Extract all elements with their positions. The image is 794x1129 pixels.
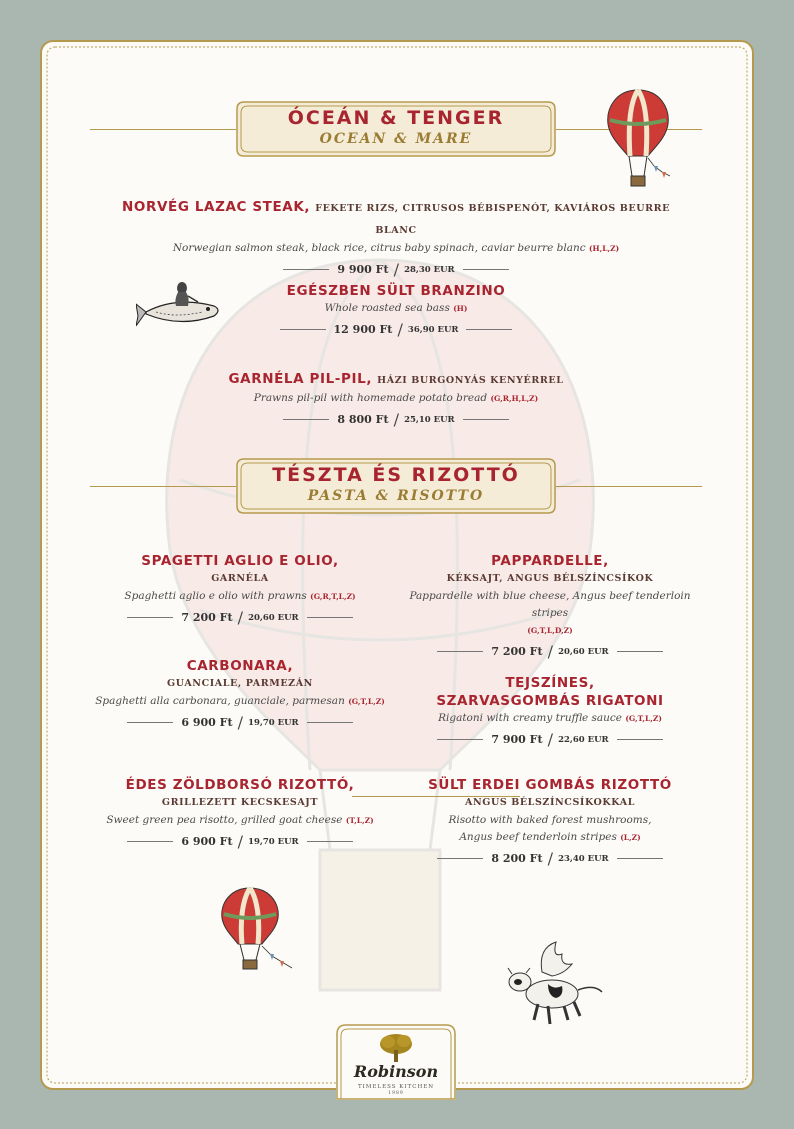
section-title: ÓCEÁN & TENGER	[287, 107, 505, 129]
item-price: 6 900 Ft	[181, 835, 233, 848]
item-allergens: (H)	[453, 304, 468, 313]
item-allergens: (G,R,H,L,Z)	[490, 394, 539, 403]
logo-name: Robinson	[353, 1062, 439, 1081]
item-name-line2: SZARVASGOMBÁS RIGATONI	[436, 693, 664, 709]
item-description: Risotto with baked forest mushrooms,	[448, 814, 652, 826]
section-title: TÉSZTA ÉS RIZOTTÓ	[272, 464, 520, 486]
header-rule-left	[90, 486, 236, 487]
section-subtitle: PASTA & RISOTTO	[307, 488, 485, 504]
header-rule-left	[90, 129, 236, 130]
restaurant-logo	[336, 1024, 456, 1100]
item-price-eur: 28,30 EUR	[404, 264, 455, 275]
item-allergens: (H,L,Z)	[589, 244, 620, 253]
item-description: Whole roasted sea bass	[324, 302, 450, 314]
item-price: 8 200 Ft	[491, 852, 543, 865]
item-allergens: (G,T,L,D,Z)	[527, 626, 573, 635]
hot-air-balloon-icon	[604, 86, 676, 204]
logo-tagline: TIMELESS KITCHEN	[357, 1084, 435, 1090]
item-subtitle: GUANCIALE, PARMEZÁN	[167, 678, 313, 689]
menu-item: PAPPARDELLE, KÉKSAJT, ANGUS BÉLSZÍNCSÍKOK Pappardelle with blue cheese, Angus beef tenderloin stripes (G,T,L,D,Z) 7 200 Ft / 20,60 EUR	[400, 552, 700, 661]
item-name: SPAGETTI AGLIO E OLIO,	[141, 553, 339, 569]
item-name: NORVÉG LAZAC STEAK,	[122, 199, 311, 215]
item-description: Spaghetti alla carbonara, guanciale, parmesan	[95, 695, 345, 707]
menu-item: SÜLT ERDEI GOMBÁS RIZOTTÓ ANGUS BÉLSZÍNCSÍKOKKAL Risotto with baked forest mushrooms, Angus beef tenderloin stripes (L,Z) 8 200 Ft / 23,40 EUR	[410, 776, 690, 868]
hot-air-balloon-icon	[216, 886, 296, 986]
item-subtitle: GARNÉLA	[211, 573, 269, 584]
item-price-eur: 36,90 EUR	[407, 324, 459, 335]
item-description: Rigatoni with creamy truffle sauce	[438, 712, 622, 724]
menu-item: EGÉSZBEN SÜLT BRANZINO Whole roasted sea bass (H) 12 900 Ft / 36,90 EUR	[160, 282, 632, 339]
menu-item: ÉDES ZÖLDBORSÓ RIZOTTÓ, GRILLEZETT KECSKESAJT Sweet green pea risotto, grilled goat cheese (T,L,Z) 6 900 Ft / 19,70 EUR	[100, 776, 380, 851]
item-description: Norwegian salmon steak, black rice, citrus baby spinach, caviar beurre blanc	[172, 242, 586, 254]
item-name: SÜLT ERDEI GOMBÁS RIZOTTÓ	[428, 777, 672, 793]
logo-year: 1989	[388, 1091, 404, 1096]
item-price: 7 900 Ft	[491, 733, 543, 746]
item-allergens: (G,T,L,Z)	[625, 714, 662, 723]
item-price-eur: 22,60 EUR	[558, 734, 609, 745]
item-subtitle: GRILLEZETT KECSKESAJT	[161, 797, 319, 808]
tree-logo-icon	[378, 1032, 414, 1064]
item-description: Spaghetti aglio e olio with prawns	[124, 590, 307, 602]
item-price: 9 900 Ft	[337, 263, 389, 276]
item-subtitle: KÉKSAJT, ANGUS BÉLSZÍNCSÍKOK	[446, 573, 654, 584]
menu-item: CARBONARA, GUANCIALE, PARMEZÁN Spaghetti alla carbonara, guanciale, parmesan (G,T,L,Z) 6 900 Ft / 19,70 EUR	[90, 657, 390, 732]
item-name: EGÉSZBEN SÜLT BRANZINO	[286, 283, 506, 299]
menu-page	[40, 40, 754, 1096]
item-subtitle: ANGUS BÉLSZÍNCSÍKOKKAL	[464, 797, 635, 808]
item-description: Sweet green pea risotto, grilled goat cheese	[106, 814, 343, 826]
menu-item: GARNÉLA PIL-PIL, HÁZI BURGONYÁS KENYÉRREL Prawns pil-pil with homemade potato bread (G,R,H,L,Z) 8 800 Ft / 25,10 EUR	[228, 371, 564, 429]
item-name: ÉDES ZÖLDBORSÓ RIZOTTÓ,	[125, 777, 355, 793]
item-description: Prawns pil-pil with homemade potato bread	[253, 392, 488, 404]
item-price-eur: 19,70 EUR	[248, 717, 299, 728]
item-subtitle: HÁZI BURGONYÁS KENYÉRREL	[377, 375, 564, 386]
item-subtitle: FEKETE RIZS, CITRUSOS BÉBISPENÓT, KAVIÁROS BEURRE BLANC	[315, 203, 670, 236]
menu-item: TEJSZÍNES, SZARVASGOMBÁS RIGATONI Rigatoni with creamy truffle sauce (G,T,L,Z) 7 900 Ft / 22,60 EUR	[410, 674, 690, 749]
item-price-eur: 23,40 EUR	[558, 853, 609, 864]
item-name: PAPPARDELLE,	[491, 553, 609, 569]
item-name: TEJSZÍNES,	[505, 675, 595, 691]
section-banner-pasta	[236, 458, 556, 514]
item-price: 7 200 Ft	[181, 611, 233, 624]
item-price-eur: 19,70 EUR	[248, 836, 299, 847]
item-price-eur: 20,60 EUR	[558, 646, 609, 657]
item-price: 12 900 Ft	[333, 323, 393, 336]
section-banner-ocean	[236, 101, 556, 157]
item-price: 6 900 Ft	[181, 716, 233, 729]
menu-item: SPAGETTI AGLIO E OLIO, GARNÉLA Spaghetti aglio e olio with prawns (G,R,T,L,Z) 7 200 Ft / 20,60 EUR	[100, 552, 380, 627]
item-price-eur: 20,60 EUR	[248, 612, 299, 623]
item-description: Pappardelle with blue cheese, Angus beef tenderloin stripes	[409, 590, 691, 619]
item-price-eur: 25,10 EUR	[404, 414, 455, 425]
item-allergens: (L,Z)	[620, 833, 641, 842]
item-name: CARBONARA,	[186, 658, 294, 674]
item-allergens: (T,L,Z)	[345, 816, 374, 825]
flying-cow-icon	[502, 938, 606, 1034]
item-price: 7 200 Ft	[491, 645, 543, 658]
item-price: 8 800 Ft	[337, 413, 389, 426]
section-subtitle: OCEAN & MARE	[319, 131, 473, 147]
item-description-line2: Angus beef tenderloin stripes	[459, 831, 617, 843]
header-rule-right	[556, 486, 702, 487]
menu-item: NORVÉG LAZAC STEAK, FEKETE RIZS, CITRUSOS BÉBISPENÓT, KAVIÁROS BEURRE BLANC Norwegian salmon steak, black rice, citrus baby spinach, caviar beurre blanc (H,L,Z) 9 900 Ft / 28,30 EUR	[122, 199, 670, 279]
item-allergens: (G,R,T,L,Z)	[310, 592, 356, 601]
item-name: GARNÉLA PIL-PIL,	[228, 371, 373, 387]
item-allergens: (G,T,L,Z)	[348, 697, 385, 706]
